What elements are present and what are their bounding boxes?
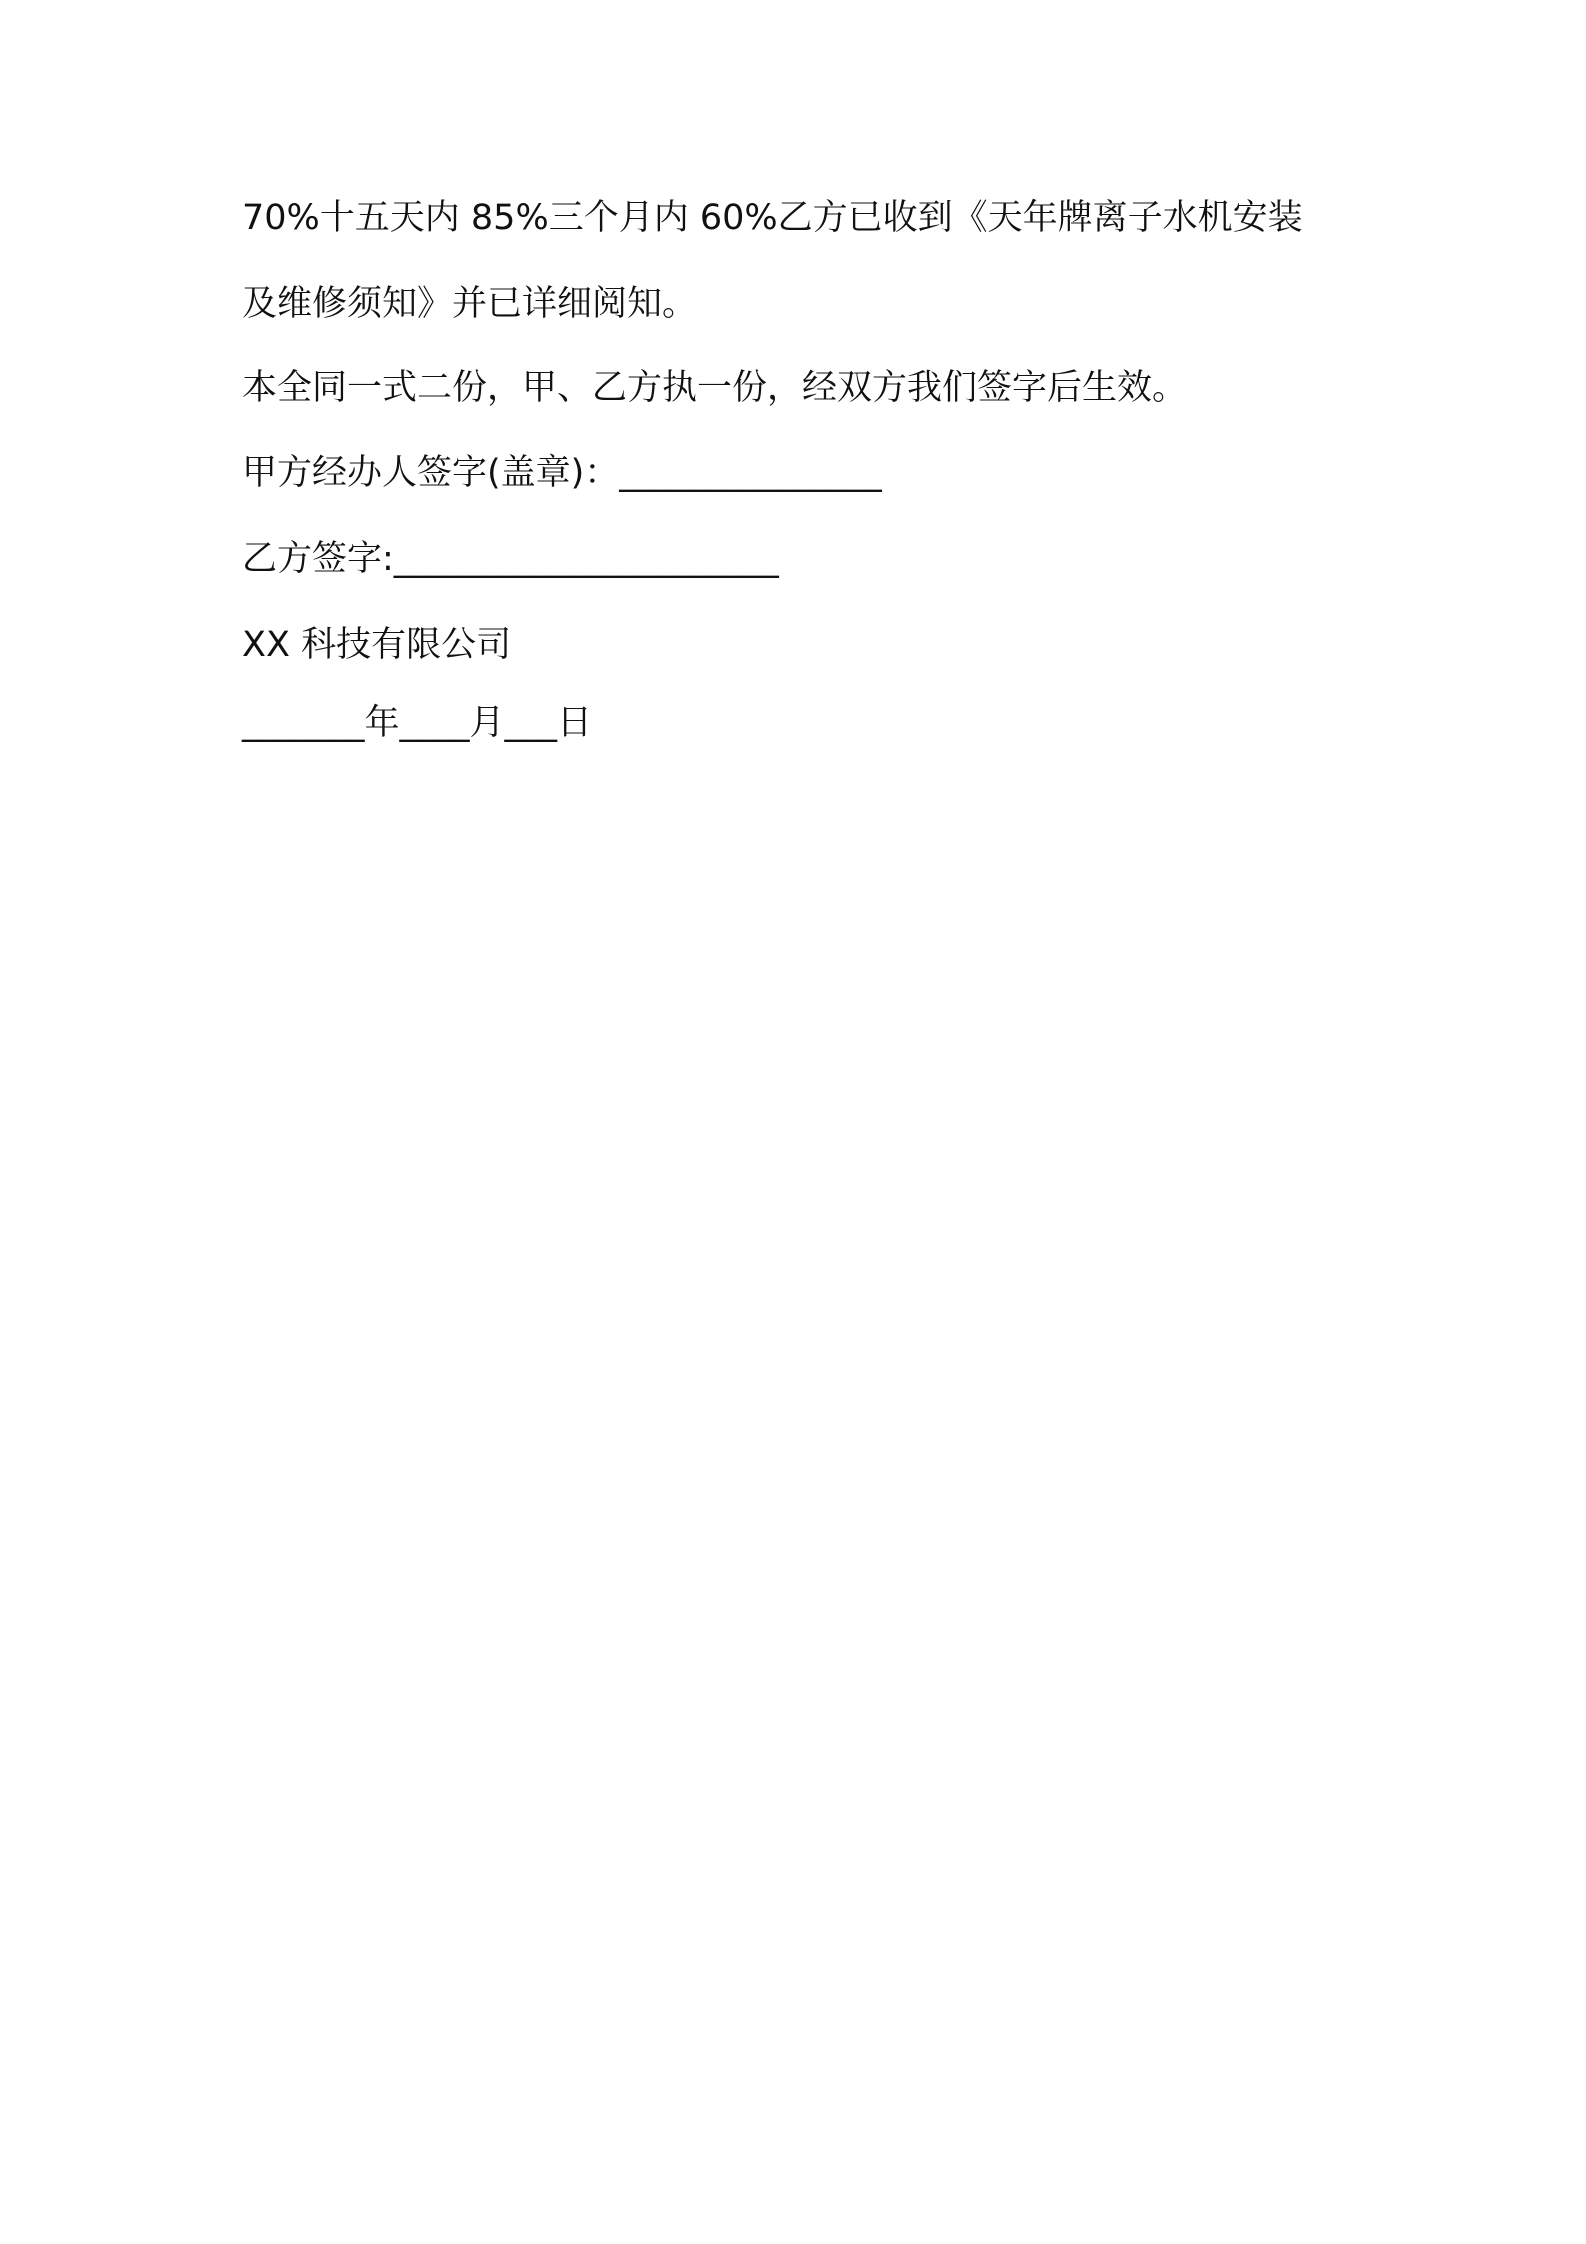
company-name: XX 科技有限公司: [242, 625, 512, 665]
party-a-signature-line: 甲方经办人签字(盖章)：_______________: [242, 453, 882, 493]
document-body: [242, 196, 1372, 745]
party-b-signature-line: 乙方签字:______________________: [242, 539, 779, 579]
copies-clause: 本全同一式二份，甲、乙方执一份，经双方我们签字后生效。: [242, 368, 1188, 408]
paragraph-line-2: 及维修须知》并已详细阅知。: [242, 284, 698, 324]
date-line: _______年____月___日: [242, 703, 593, 743]
paragraph-line-1: 70%十五天内 85%三个月内 60%乙方已收到《天年牌离子水机安装: [242, 198, 1303, 238]
